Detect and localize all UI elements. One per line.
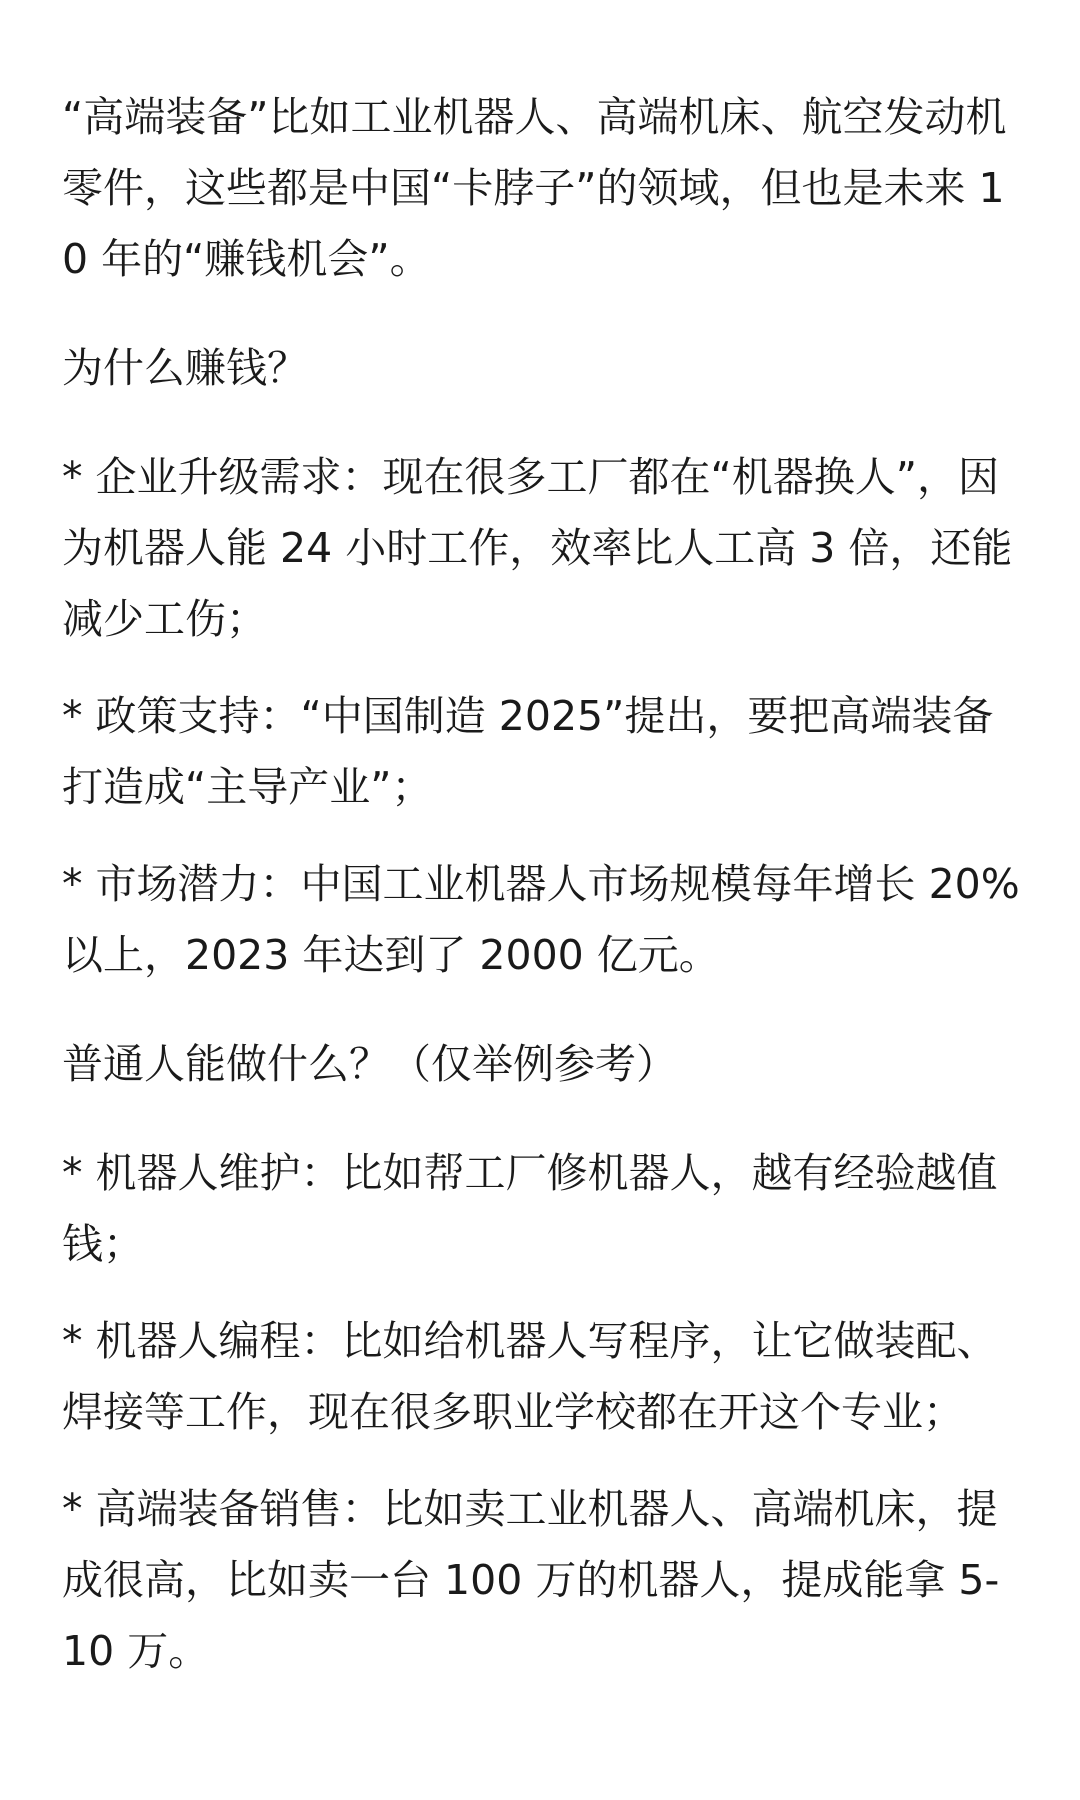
section-heading-why: 为什么赚钱？	[62, 344, 308, 392]
section-heading-what-to-do: 普通人能做什么？（仅举例参考）	[62, 1040, 677, 1088]
bullet-market-potential: * 市场潜力：中国工业机器人市场规模每年增长 20% 以上，2023 年达到了 2000 亿元。	[62, 860, 1020, 979]
bullet-robot-programming: * 机器人编程：比如给机器人写程序，让它做装配、焊接等工作，现在很多职业学校都在开这个专业；	[62, 1317, 998, 1436]
bullet-policy-support: * 政策支持：“中国制造 2025”提出，要把高端装备打造成“主导产业”；	[62, 692, 994, 811]
bullet-equipment-sales: * 高端装备销售：比如卖工业机器人、高端机床，提成很高，比如卖一台 100 万的机器人，提成能拿 5-10 万。	[62, 1485, 1000, 1675]
bullet-robot-maintenance: * 机器人维护：比如帮工厂修机器人，越有经验越值钱；	[62, 1149, 998, 1268]
intro-paragraph: “高端装备”比如工业机器人、高端机床、航空发动机零件，这些都是中国“卡脖子”的领域，但也是未来 10 年的“赚钱机会”。	[62, 93, 1007, 283]
article-body	[62, 82, 1022, 1687]
bullet-upgrade-demand: * 企业升级需求：现在很多工厂都在“机器换人”，因为机器人能 24 小时工作，效率比人工高 3 倍，还能减少工伤；	[62, 453, 1013, 643]
